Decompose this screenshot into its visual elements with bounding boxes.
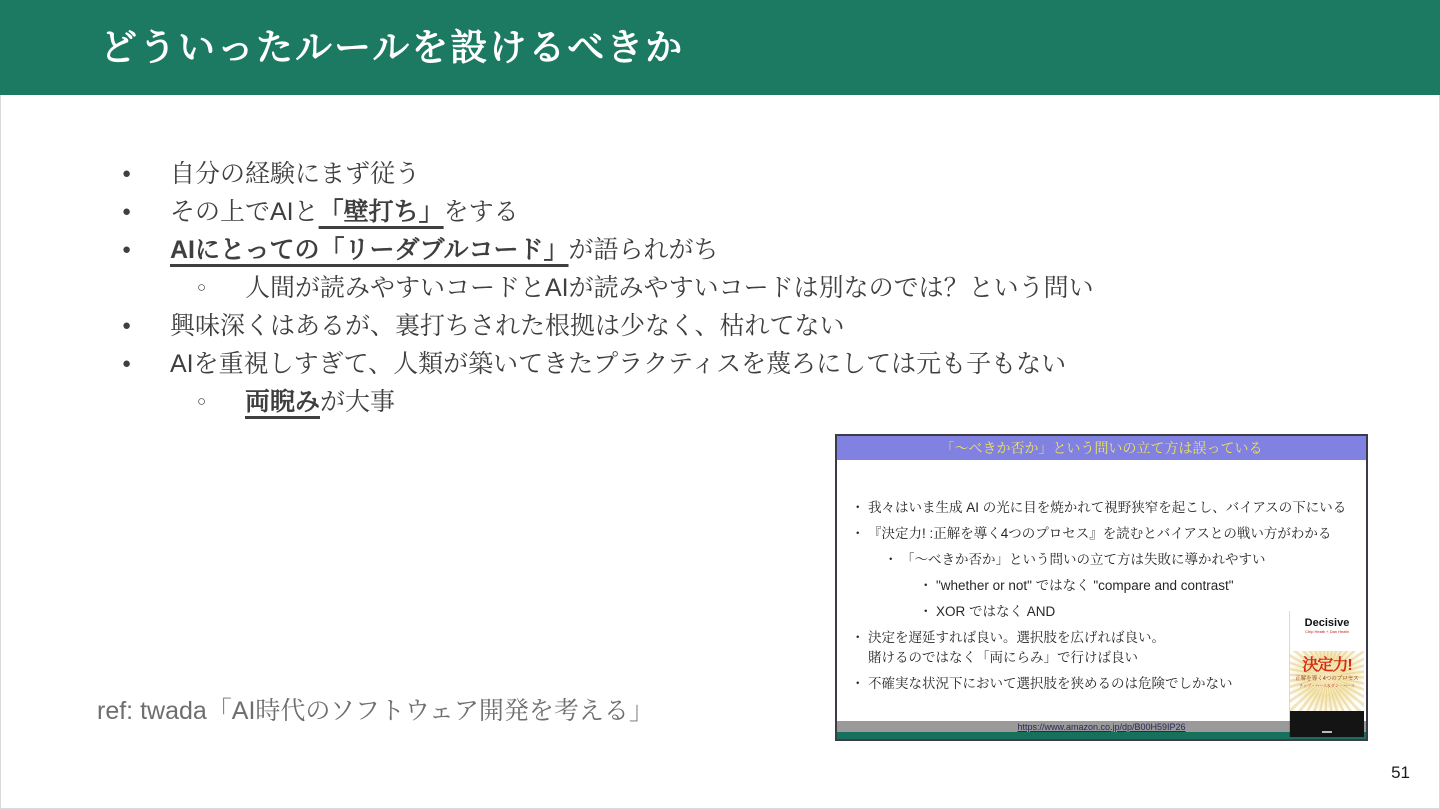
- embedded-bullet-marker-icon: ・: [919, 578, 933, 593]
- text-line: 賭けるのではなく「両にらみ」で行けば良い: [868, 650, 1138, 665]
- bullet-text: [170, 307, 845, 345]
- page-number: 51: [1391, 763, 1410, 782]
- embedded-bullet-list: [837, 460, 1366, 694]
- bullet-marker-icon: ●: [122, 241, 132, 258]
- text-segment: が語られがち: [568, 236, 719, 264]
- bullet-marker-icon: ●: [122, 355, 132, 372]
- slide-header: [0, 0, 1440, 95]
- text-line: 我々はいま生成 AI の光に目を焼かれて視野狭窄を起こし、バイアスの下にいる: [868, 500, 1347, 515]
- book-title-japanese: 決定力!: [1302, 657, 1352, 674]
- bullet-text: [245, 383, 395, 421]
- book-authors-english: Chip Heath + Dan Heath: [1305, 629, 1349, 634]
- text-segment: AIを重視しすぎて、人類が築いてきたプラクティスを蔑ろにしては元も子もない: [170, 350, 1067, 378]
- embedded-bullet-marker-icon: ・: [884, 552, 898, 567]
- embedded-bullet-item: [837, 524, 1366, 544]
- book-cover-sunburst: [1290, 651, 1364, 711]
- embedded-bullet-marker-icon: ・: [851, 630, 865, 645]
- embedded-bullet-marker-icon: ・: [851, 526, 865, 541]
- slide-border-left: [0, 95, 1, 810]
- embedded-bullet-text: [868, 674, 1233, 694]
- embedded-bullet-marker-icon: ・: [851, 676, 865, 691]
- embedded-bullet-text: [868, 628, 1165, 668]
- text-segment: 興味深くはあるが、裏打ちされた根拠は少なく、枯れてない: [170, 312, 845, 340]
- embedded-bullet-item: [837, 674, 1366, 694]
- text-segment: が大事: [320, 388, 396, 416]
- embedded-slide-title: 「～べきか否か」という問いの立て方は誤っている: [837, 436, 1366, 460]
- book-authors-japanese: チップ・ハース＆ダン・ハース: [1299, 683, 1355, 688]
- emphasized-text-segment: AIにとっての「リーダブルコード」: [170, 236, 569, 264]
- book-subtitle-japanese: 正解を導く4つのプロセス: [1295, 676, 1359, 682]
- bullet-item: [110, 345, 1370, 383]
- text-line: 決定を遅延すれば良い。選択肢を広げれば良い。: [868, 630, 1165, 645]
- bullet-item: [110, 307, 1370, 345]
- embedded-bullet-item: [837, 498, 1366, 518]
- slide-title: どういったルールを設けるべきか: [100, 27, 685, 68]
- bullet-text: [170, 193, 519, 231]
- text-line: 不確実な状況下において選択肢を狭めるのは危険でしかない: [868, 676, 1233, 691]
- bullet-item: [110, 155, 1370, 193]
- embedded-bullet-text: [868, 524, 1331, 544]
- embedded-bullet-marker-icon: ・: [919, 604, 933, 619]
- book-cover-image: [1290, 611, 1364, 737]
- bullet-marker-icon: ●: [122, 317, 132, 334]
- sub-bullet-item: [110, 269, 1370, 307]
- text-segment: 自分の経験にまず従う: [170, 160, 421, 188]
- embedded-bullet-text: [868, 498, 1346, 518]
- text-segment: その上でAIと: [170, 198, 319, 226]
- embedded-slide-screenshot: [835, 434, 1368, 741]
- bullet-text: [170, 231, 719, 269]
- bullet-marker-icon: ●: [122, 165, 132, 182]
- sub-bullet-marker-icon: ○: [197, 393, 207, 410]
- embedded-url-text: https://www.amazon.co.jp/dp/B00H59IP26: [837, 721, 1366, 733]
- sub-bullet-item: [110, 383, 1370, 421]
- text-line: XOR ではなく AND: [936, 604, 1056, 619]
- book-cover-top: [1290, 611, 1364, 651]
- sub-bullet-marker-icon: ○: [197, 279, 207, 296]
- bullet-list: [110, 155, 1370, 421]
- embedded-bullet-item: [837, 628, 1366, 668]
- book-title-english: Decisive: [1304, 617, 1350, 629]
- emphasized-text-segment: 両睨み: [245, 388, 321, 416]
- book-cover-bottom: [1290, 711, 1364, 737]
- text-segment: 人間が読みやすいコードとAIが読みやすいコードは別なのでは？という問い: [245, 274, 1094, 302]
- bullet-text: [170, 155, 420, 193]
- embedded-sub-sub-bullet-item: [837, 576, 1366, 596]
- bullet-item: [110, 231, 1370, 269]
- embedded-bullet-text: [936, 602, 1055, 622]
- text-segment: をする: [443, 198, 519, 226]
- bullet-marker-icon: ●: [122, 203, 132, 220]
- text-line: "whether or not" ではなく "compare and contrast": [936, 578, 1234, 593]
- emphasized-text-segment: 「壁打ち」: [318, 198, 444, 226]
- embedded-bullet-text: [901, 550, 1266, 570]
- embedded-footer-bar: [837, 732, 1366, 739]
- embedded-sub-sub-bullet-item: [837, 602, 1366, 622]
- reference-text: ref: twada「AI時代のソフトウェア開発を考える」: [97, 697, 654, 725]
- bullet-text: [170, 345, 1066, 383]
- bullet-item: [110, 193, 1370, 231]
- text-line: 「～べきか否か」という問いの立て方は失敗に導かれやすい: [901, 552, 1266, 567]
- embedded-sub-bullet-item: [837, 550, 1366, 570]
- text-line: 『決定力! :正解を導く4つのプロセス』を読むとバイアスとの戦い方がわかる: [868, 526, 1332, 541]
- embedded-bullet-marker-icon: ・: [851, 500, 865, 515]
- embedded-bullet-text: [936, 576, 1234, 596]
- bullet-text: [245, 269, 1094, 307]
